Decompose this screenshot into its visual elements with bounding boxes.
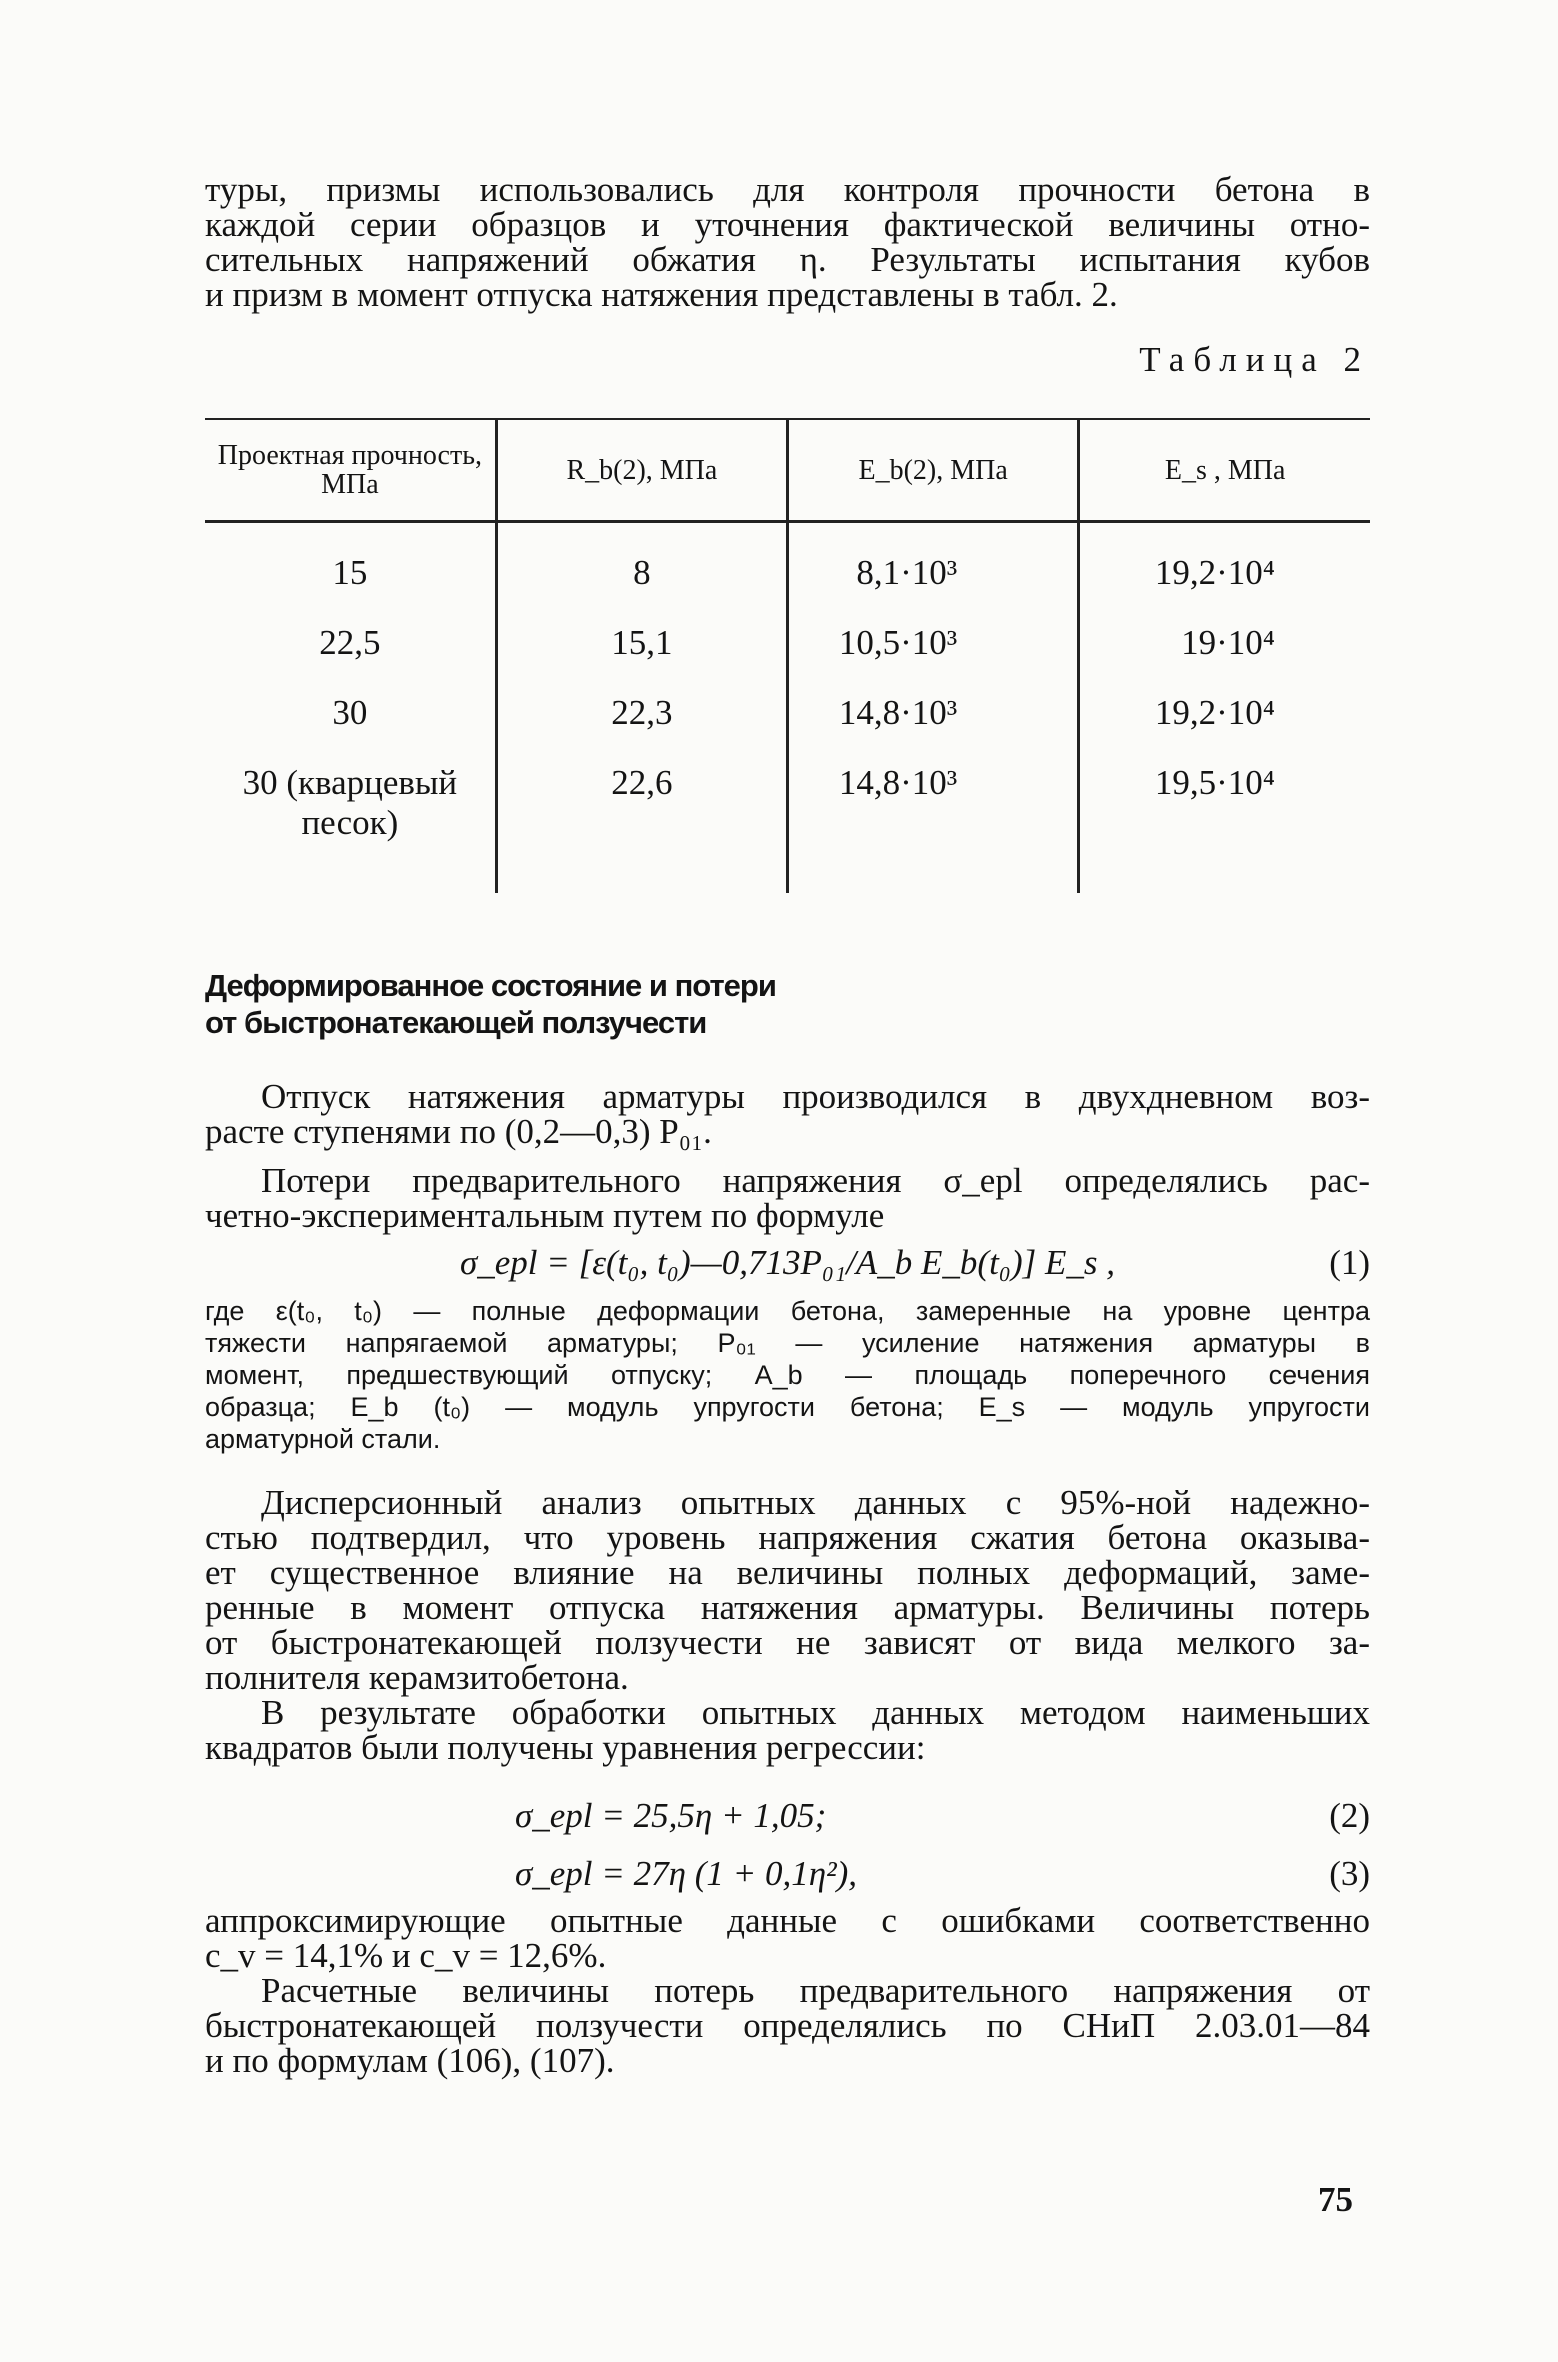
text-line: аппроксимирующие опытные данные с ошибками соответственно [205,1901,1370,1940]
table-header-row [205,419,1370,522]
column-header: R_b(2), МПа [496,419,787,522]
column-header: E_b(2), МПа [788,419,1079,522]
text-line: от быстронатекающей ползучести не зависят от вида мелкого за- [205,1623,1370,1662]
formula-notation [205,1295,1370,1455]
paragraph [205,1695,1370,1765]
table-row [205,623,1370,693]
text-line: Потери предварительного напряжения σ_epl определялись рас- [261,1161,1370,1200]
table-caption: Таблица 2 [1139,340,1370,379]
paragraph [205,1163,1370,1233]
table-row [205,522,1370,624]
table-cell: 30 (кварцевый песок) [242,763,458,842]
table-cell: 19,2·10⁴ [1079,693,1370,763]
table-row [205,763,1370,893]
table-cell: 14,8·10³ [788,763,1079,893]
table-row [205,693,1370,763]
text-line: образца; E_b (t₀) — модуль упругости бетона; E_s — модуль упругости [205,1392,1370,1422]
text-line: Расчетные величины потерь предварительного напряжения от [261,1971,1370,2010]
text-line: ренные в момент отпуска натяжения арматуры. Величины потерь [205,1588,1370,1627]
paragraph [205,1903,1370,1973]
table-cell: 22,3 [496,693,787,763]
table-cell: 30 [332,693,368,732]
text-line: полнителя керамзитобетона. [205,1658,629,1697]
text-line: сительных напряжений обжатия η. Результаты испытания кубов [205,240,1370,279]
table-cell: 10,5·10³ [788,623,1079,693]
text-line: расте ступенями по (0,2—0,3) P₀₁. [205,1112,712,1151]
column-header: E_s , МПа [1079,419,1370,522]
page-number: 75 [1318,2180,1353,2219]
table-cell: 15,1 [496,623,787,693]
paragraph [205,1079,1370,1149]
section-heading [205,967,1370,1041]
text-line: каждой серии образцов и уточнения фактической величины отно- [205,205,1370,244]
equation-number: (2) [1329,1796,1370,1835]
text-line: Отпуск натяжения арматуры производился в двухдневном воз- [261,1077,1370,1116]
table-cell: 14,8·10³ [788,693,1079,763]
text-line: быстронатекающей ползучести определялись по СНиП 2.03.01—84 [205,2006,1370,2045]
equation-text: σ_epl = 27η (1 + 0,1η²), [515,1854,858,1893]
text-line: и по формулам (106), (107). [205,2041,615,2080]
table-cell: 8,1·10³ [788,522,1079,624]
text-line: c_v = 14,1% и c_v = 12,6%. [205,1936,607,1975]
heading-line: от быстронатекающей ползучести [205,1005,707,1040]
text-line: ет существенное влияние на величины полных деформаций, заме- [205,1553,1370,1592]
column-header: Проектная прочность, МПа [205,419,496,522]
heading-line: Деформированное состояние и потери [205,968,776,1003]
text-line: где ε(t₀, t₀) — полные деформации бетона, замеренные на уровне центра [205,1296,1370,1326]
intro-paragraph [205,172,1370,312]
table-cell: 19·10⁴ [1079,623,1370,693]
text-line: В результате обработки опытных данных методом наименьших [261,1693,1370,1732]
table-cell: 22,5 [319,623,381,662]
page-body [205,172,1370,2078]
text-line: и призм в момент отпуска натяжения представлены в табл. 2. [205,275,1118,314]
table-cell: 22,6 [496,763,787,893]
table-cell: 15 [332,553,368,592]
text-line: момент, предшествующий отпуску; A_b — площадь поперечного сечения [205,1360,1370,1390]
paragraph [205,1973,1370,2078]
paragraph [205,1485,1370,1695]
text-line: квадратов были получены уравнения регрессии: [205,1728,926,1767]
formula-1 [205,1243,1370,1283]
text-line: арматурной стали. [205,1424,441,1454]
data-table [205,418,1370,893]
text-line: тяжести напрягаемой арматуры; P₀₁ — усиление натяжения арматуры в [205,1328,1370,1358]
equation-2 [205,1787,1370,1845]
equation-number: (3) [1329,1854,1370,1893]
equation-text: σ_epl = 25,5η + 1,05; [515,1796,827,1835]
equation-3 [205,1845,1370,1903]
text-line: туры, призмы использовались для контроля прочности бетона в [205,170,1370,209]
table-cell: 19,5·10⁴ [1079,763,1370,893]
formula-text: σ_epl = [ε(t₀, t₀)—0,713P₀₁/A_b E_b(t₀)] E_s , [459,1243,1116,1282]
text-line: стью подтвердил, что уровень напряжения сжатия бетона оказыва- [205,1518,1370,1557]
formula-number: (1) [1329,1243,1370,1282]
text-line: Дисперсионный анализ опытных данных с 95%-ной надежно- [261,1483,1370,1522]
table-cell: 8 [496,522,787,624]
table-cell: 19,2·10⁴ [1079,522,1370,624]
text-line: четно-экспериментальным путем по формуле [205,1196,885,1235]
